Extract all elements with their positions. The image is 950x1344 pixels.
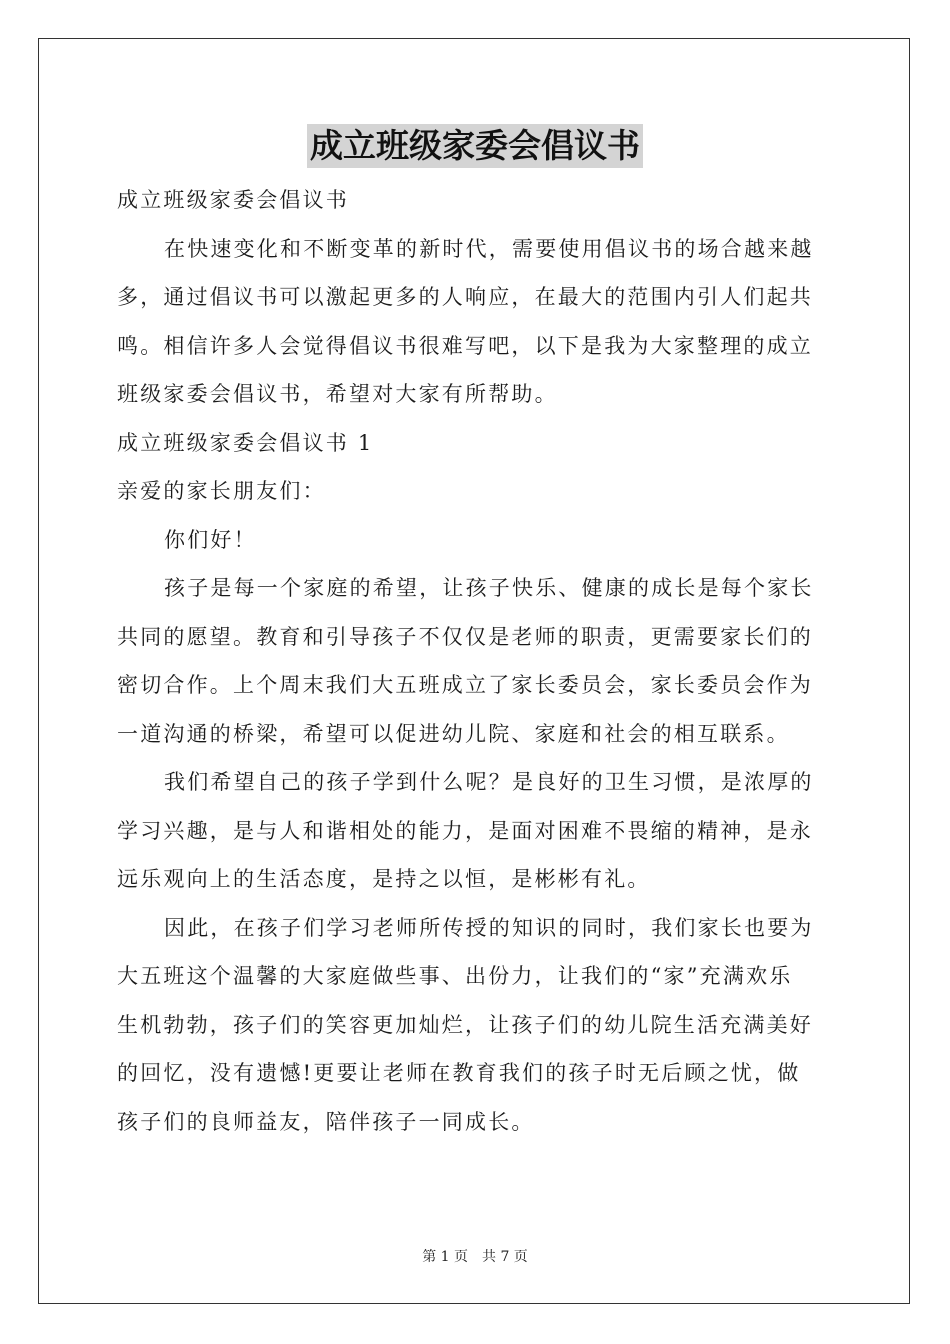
page-number: 第 1 页 (422, 1249, 468, 1265)
body-line: 因此，在孩子们学习老师所传授的知识的同时，我们家长也要为 (164, 915, 814, 940)
body-line: 密切合作。上个周末我们大五班成立了家长委员会，家长委员会作为 (117, 673, 813, 697)
body-line: 一道沟通的桥梁，希望可以促进幼儿院、家庭和社会的相互联系。 (117, 721, 790, 746)
body-line: 生机勃勃，孩子们的笑容更加灿烂，让孩子们的幼儿院生活充满美好 (117, 1012, 813, 1037)
document-title-text: 成立班级家委会倡议书 (307, 124, 643, 168)
body-line: 在快速变化和不断变革的新时代，需要使用倡议书的场合越来越 (164, 236, 814, 261)
body-line: 远乐观向上的生活态度，是持之以恒，是彬彬有礼。 (117, 867, 651, 891)
body-line: 多，通过倡议书可以激起更多的人响应，在最大的范围内引人们起共 (117, 285, 813, 309)
body-line: 我们希望自己的孩子学到什么呢？是良好的卫生习惯，是浓厚的 (164, 770, 814, 794)
body-line: 亲爱的家长朋友们： (117, 479, 326, 503)
page-footer (0, 1246, 950, 1266)
body-line: 鸣。相信许多人会觉得倡议书很难写吧，以下是我为大家整理的成立 (117, 333, 813, 358)
body-line: 你们好！ (164, 527, 257, 552)
body-line: 班级家委会倡议书，希望对大家有所帮助。 (117, 382, 558, 406)
body-line: 孩子是每一个家庭的希望，让孩子快乐、健康的成长是每个家长 (164, 576, 814, 600)
document-body (117, 176, 833, 1146)
body-line: 的回忆，没有遗憾!更要让老师在教育我们的孩子时无后顾之忧，做 (117, 1061, 801, 1085)
page-total: 共 7 页 (482, 1249, 528, 1265)
body-line: 成立班级家委会倡议书 (117, 188, 349, 212)
document-title (0, 124, 950, 168)
body-line: 共同的愿望。教育和引导孩子不仅仅是老师的职责，更需要家长们的 (117, 624, 813, 649)
body-line: 成立班级家委会倡议书 1 (117, 430, 374, 455)
body-line: 学习兴趣，是与人和谐相处的能力，是面对困难不畏缩的精神，是永 (117, 818, 813, 843)
body-line: 孩子们的良师益友，陪伴孩子一同成长。 (117, 1109, 535, 1134)
body-line: 大五班这个温馨的大家庭做些事、出份力，让我们的“家”充满欢乐 (117, 964, 793, 988)
